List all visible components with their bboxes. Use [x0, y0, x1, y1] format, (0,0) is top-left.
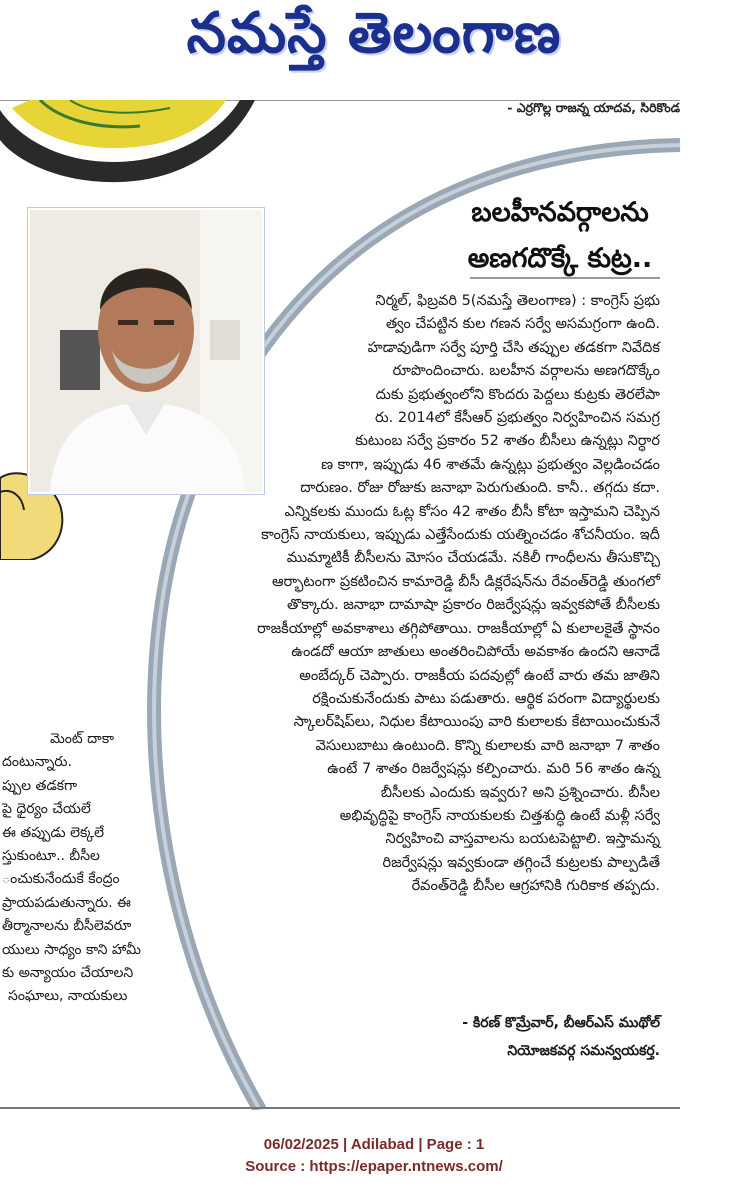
body-line: రు. 2014లో కేసీఆర్ ప్రభుత్వం నిర్వహించిన సమగ్ర — [375, 410, 660, 427]
source-link[interactable]: Source : https://epaper.ntnews.com/ — [245, 1158, 503, 1175]
edition-info: 06/02/2025 | Adilabad | Page : 1 — [263, 1136, 485, 1153]
author-designation: నియోజకవర్గ సమన్వయకర్త. — [507, 1043, 660, 1059]
body-line: నిర్వహించి వాస్తవాలను బయటపెట్టాలి. ఇస్తామన్న — [385, 831, 660, 848]
headline-line-1: బలహీనవర్గాలను — [471, 197, 649, 228]
body-line: అభివృద్ధిపై కాంగ్రెస్ నాయకులకు చిత్తశుద్ధి ఉంటే మళ్లీ సర్వే — [339, 807, 660, 824]
body-line: ణ కాగా, ఇప్పుడు 46 శాతమే ఉన్నట్లు ప్రభుత్వం వెల్లడించడం — [321, 456, 660, 473]
text-line: స్తుకుంటూ.. బీసీల — [2, 848, 100, 865]
body-line: ఉంటే 7 శాతం రిజర్వేషన్లు కల్పించారు. మరి 56 శాతం ఉన్న — [327, 761, 660, 778]
text-line: పై ధైర్యం చేయలే — [2, 801, 91, 818]
body-line: వెసులుబాటు ఉంటుంది. కొన్ని కులాలకు వారి జనాభా 7 శాతం — [315, 737, 660, 754]
headline-underline — [470, 277, 660, 279]
body-line: నిర్మల్, ఫిబ్రవరి 5(నమస్తే తెలంగాణ) : కాంగ్రెస్ ప్రభు — [375, 293, 660, 309]
body-line: ఉండదో ఆయా జాతులు అంతరించిపోయే అవకాశం ఉందని ఆనాడే — [291, 644, 660, 661]
body-line: ముమ్మాటికీ బీసీలను మోసం చేయడమే. నకిలీ గాంధీలను తీసుకొచ్చి — [286, 550, 660, 567]
headline-line-2: అణగదొక్కే కుట్ర.. — [467, 243, 653, 274]
body-line: త్వం చేపట్టిన కుల గణన సర్వే అసమగ్రంగా ఉంది. — [385, 316, 660, 333]
article-headline — [440, 190, 680, 282]
body-line: అంబేద్కర్ చెప్పారు. రాజకీయ పదవుల్లో ఉంటే వారు తమ జాతిని — [299, 667, 660, 684]
body-line: ఎన్నికలకు ముందు ఓట్ల కోసం 42 శాతం బీసీ కోటా ఇస్తామని చెప్పిన — [284, 503, 660, 520]
page-footer — [0, 1134, 748, 1178]
previous-article-column — [0, 728, 205, 1009]
text-line: ప్రాయపడుతున్నారు. ఈ — [2, 894, 131, 911]
body-line: రిజర్వేషన్లు ఇవ్వకుండా తగ్గించే కుట్రలకు పాల్పడితే — [382, 854, 660, 871]
body-line: కాంగ్రెస్ నాయకులు, ఇప్పుడు ఎత్తేసేందుకు యత్నించడం శోచనీయం. ఇదీ — [261, 527, 660, 544]
author-signature: - కిరణ్ కొమ్రేవార్, బీఆర్ఎస్ ముథోల్ — [462, 1015, 660, 1031]
newspaper-title: నమస్తే తెలంగాణ — [186, 0, 562, 66]
article-body — [180, 290, 660, 899]
body-line: దారుణం. రోజు రోజుకు జనాభా పెరుగుతుంది. కానీ.. తగ్గదు కదా. — [300, 480, 660, 497]
body-line: రాజకీయాల్లో అవకాశాలు తగ్గిపోతాయి. రాజకీయాల్లో ఏ కులాలకైతే స్థానం — [256, 620, 660, 637]
text-line: కు అన్యాయం చేయాలని — [2, 965, 134, 982]
text-line: మెంట్ దాకా — [50, 731, 114, 747]
body-line: దుకు ప్రభుత్వంలోని కొందరు పెద్దలు కుట్రకు తెరలేపా — [375, 386, 660, 403]
body-line: బీసీలకు ఎందుకు ఇవ్వరు? అని ప్రశ్నించారు. బీసీల — [380, 784, 660, 801]
text-line: తీర్మానాలను బీసీలెవరూ — [2, 918, 132, 935]
body-line: హడావుడిగా సర్వే పూర్తి చేసి తప్పుల తడకగా నివేదిక — [367, 339, 660, 356]
body-line: రక్షించుకునేందుకు పాటు పడుతారు. ఆర్థిక పరంగా విద్యార్థులకు — [312, 690, 660, 707]
body-line: రూపొందించారు. బలహీన వర్గాలను అణగదొక్కేం — [392, 363, 660, 380]
text-line: దంటున్నారు. — [2, 754, 72, 771]
body-line: కుటుంబ సర్వే ప్రకారం 52 శాతం బీసీలు ఉన్నట్లు నిర్ధార — [355, 433, 660, 450]
masthead — [0, 0, 748, 80]
body-line: స్కాలర్‌షిప్‌లు, నిధుల కేటాయింపు వారి కులాలకు కేటాయించుకునే — [293, 714, 660, 731]
previous-article-byline: - ఎర్రగొల్ల రాజన్న యాదవ, సిరికొండ — [507, 100, 680, 115]
body-line: ఆర్భాటంగా ప్రకటించిన కామారెడ్డి బీసీ డిక్లరేషన్‌ను రేవంత్‌రెడ్డి తుంగలో — [271, 573, 660, 590]
text-line: యులు సాధ్యం కాని హామీ — [2, 941, 141, 958]
text-line: సంఘాలు, నాయకులు — [8, 988, 128, 1005]
body-line: తొక్కారు. జనాభా దామాషా ప్రకారం రిజర్వేషన్లు ఇవ్వకపోతే బీసీలకు — [287, 597, 660, 614]
text-line: ంచుకునేందుకే కేంద్రం — [2, 871, 120, 888]
body-line: రేవంత్‌రెడ్డి బీసీల ఆగ్రహానికి గురికాక తప్పదు. — [411, 878, 660, 895]
text-line: ఈ తప్పుడు లెక్కలే — [2, 824, 105, 841]
text-line: ప్పుల తడకగా — [2, 777, 78, 794]
bottom-divider — [0, 1107, 680, 1109]
